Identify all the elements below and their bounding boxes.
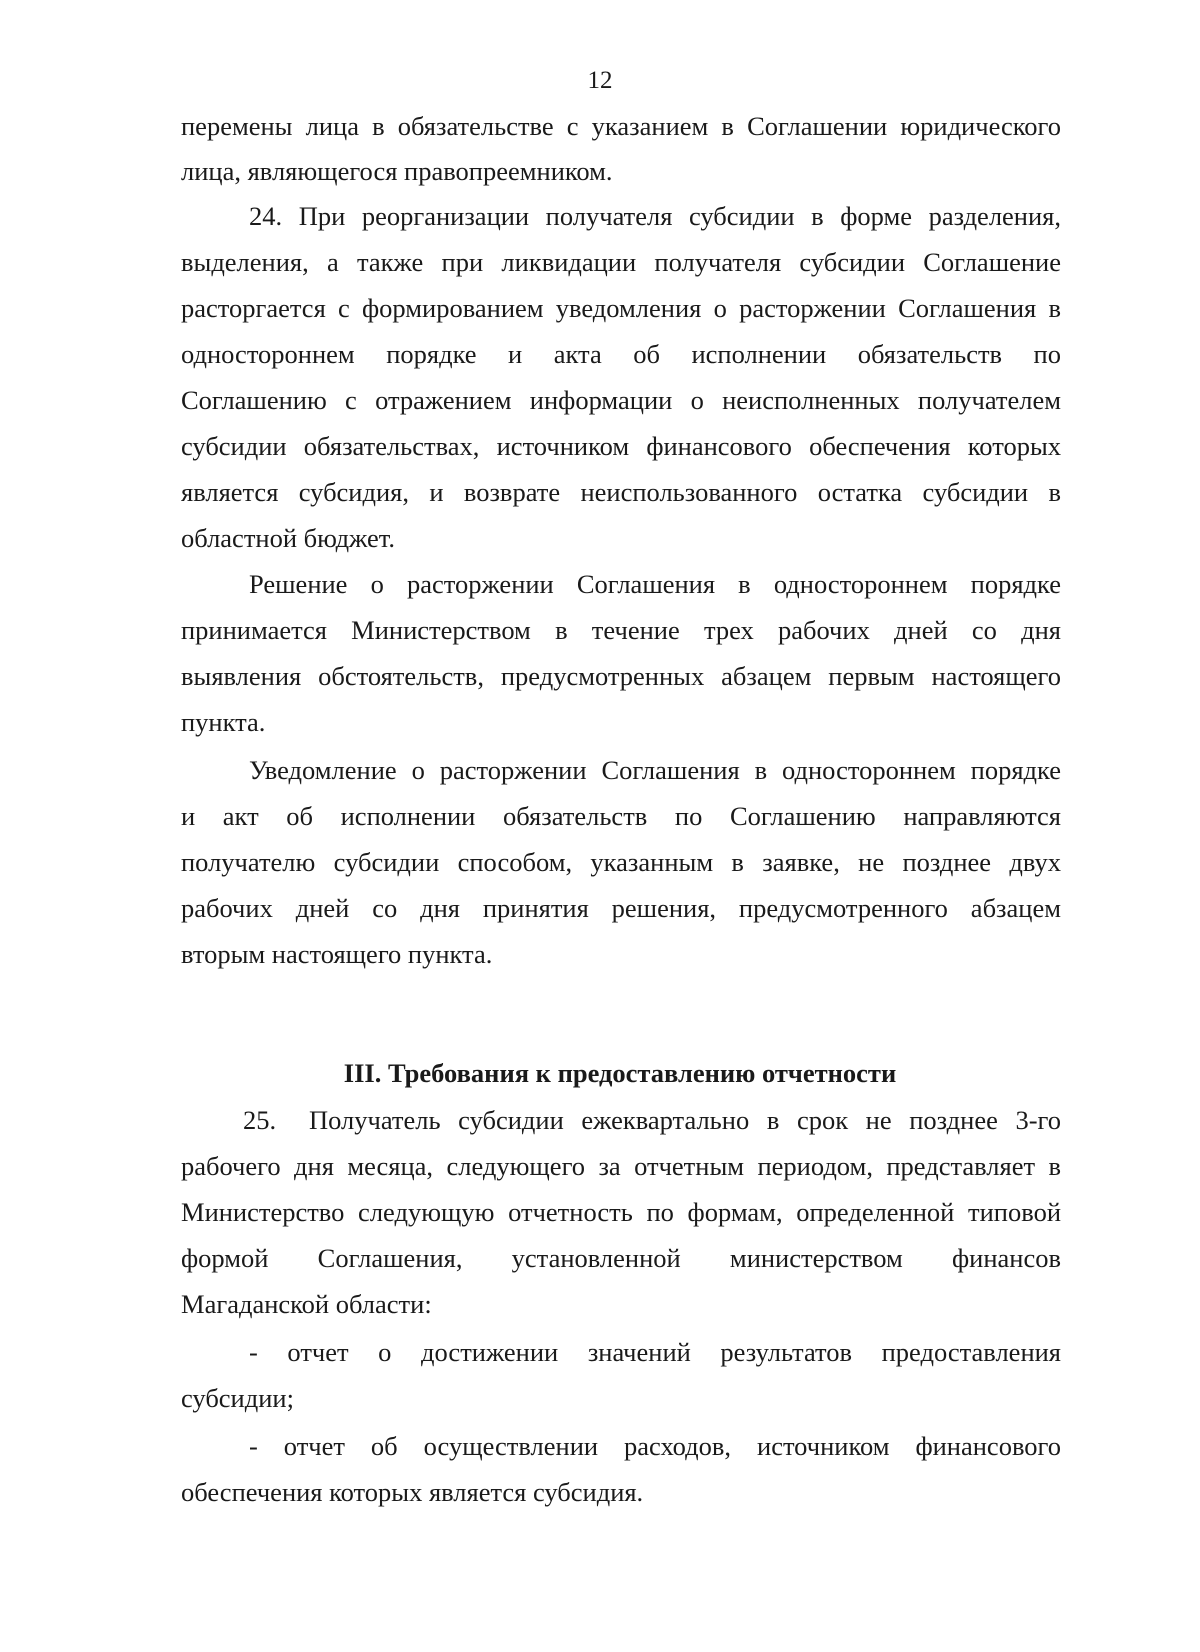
paragraph-line: Магаданской области: <box>181 1289 432 1319</box>
paragraph-line: формой Соглашения, установленной министерством финансов <box>181 1243 1061 1273</box>
paragraph-line: выделения, а также при ликвидации получателя субсидии Соглашение <box>181 247 1061 277</box>
list-item-line: - отчет об осуществлении расходов, источником финансового <box>249 1431 1061 1461</box>
paragraph-line: Уведомление о расторжении Соглашения в одностороннем порядке <box>249 755 1061 785</box>
paragraph-number: 25. <box>243 1105 277 1135</box>
paragraph-line: выявления обстоятельств, предусмотренных абзацем первым настоящего <box>181 661 1061 691</box>
paragraph-line: пункта. <box>181 707 266 737</box>
paragraph-line: Решение о расторжении Соглашения в одностороннем порядке <box>249 569 1061 599</box>
paragraph-line: перемены лица в обязательстве с указанием в Соглашении юридического <box>181 111 1061 141</box>
paragraph-line: расторгается с формированием уведомления о расторжении Соглашения в <box>181 293 1061 323</box>
paragraph-line: одностороннем порядке и акта об исполнении обязательств по <box>181 339 1061 369</box>
paragraph-line: является субсидия, и возврате неиспользованного остатка субсидии в <box>181 477 1061 507</box>
section-heading: III. Требования к предоставлению отчетности <box>343 1058 897 1088</box>
paragraph-line: вторым настоящего пункта. <box>181 939 493 969</box>
list-item-line: обеспечения которых является субсидия. <box>181 1477 644 1507</box>
list-item-line: субсидии; <box>181 1383 294 1413</box>
paragraph-line: рабочих дней со дня принятия решения, предусмотренного абзацем <box>181 893 1061 923</box>
paragraph-line: Министерство следующую отчетность по формам, определенной типовой <box>181 1197 1061 1227</box>
paragraph-line: и акт об исполнении обязательств по Соглашению направляются <box>181 801 1061 831</box>
paragraph-line: принимается Министерством в течение трех рабочих дней со дня <box>181 615 1061 645</box>
paragraph-line: Получатель субсидии ежеквартально в срок не позднее 3-го <box>309 1105 1061 1135</box>
paragraph-line: областной бюджет. <box>181 523 395 553</box>
paragraph-line: Соглашению с отражением информации о неисполненных получателем <box>181 385 1061 415</box>
paragraph-line-first <box>243 1102 1061 1138</box>
paragraph-line: лица, являющегося правопреемником. <box>181 156 613 186</box>
paragraph-line: рабочего дня месяца, следующего за отчетным периодом, представляет в <box>181 1151 1061 1181</box>
page-number: 12 <box>587 67 613 94</box>
list-item-line: - отчет о достижении значений результатов предоставления <box>249 1337 1061 1367</box>
paragraph-line: 24. При реорганизации получателя субсидии в форме разделения, <box>249 201 1061 231</box>
paragraph-line: субсидии обязательствах, источником финансового обеспечения которых <box>181 431 1061 461</box>
paragraph-line: получателю субсидии способом, указанным в заявке, не позднее двух <box>181 847 1061 877</box>
